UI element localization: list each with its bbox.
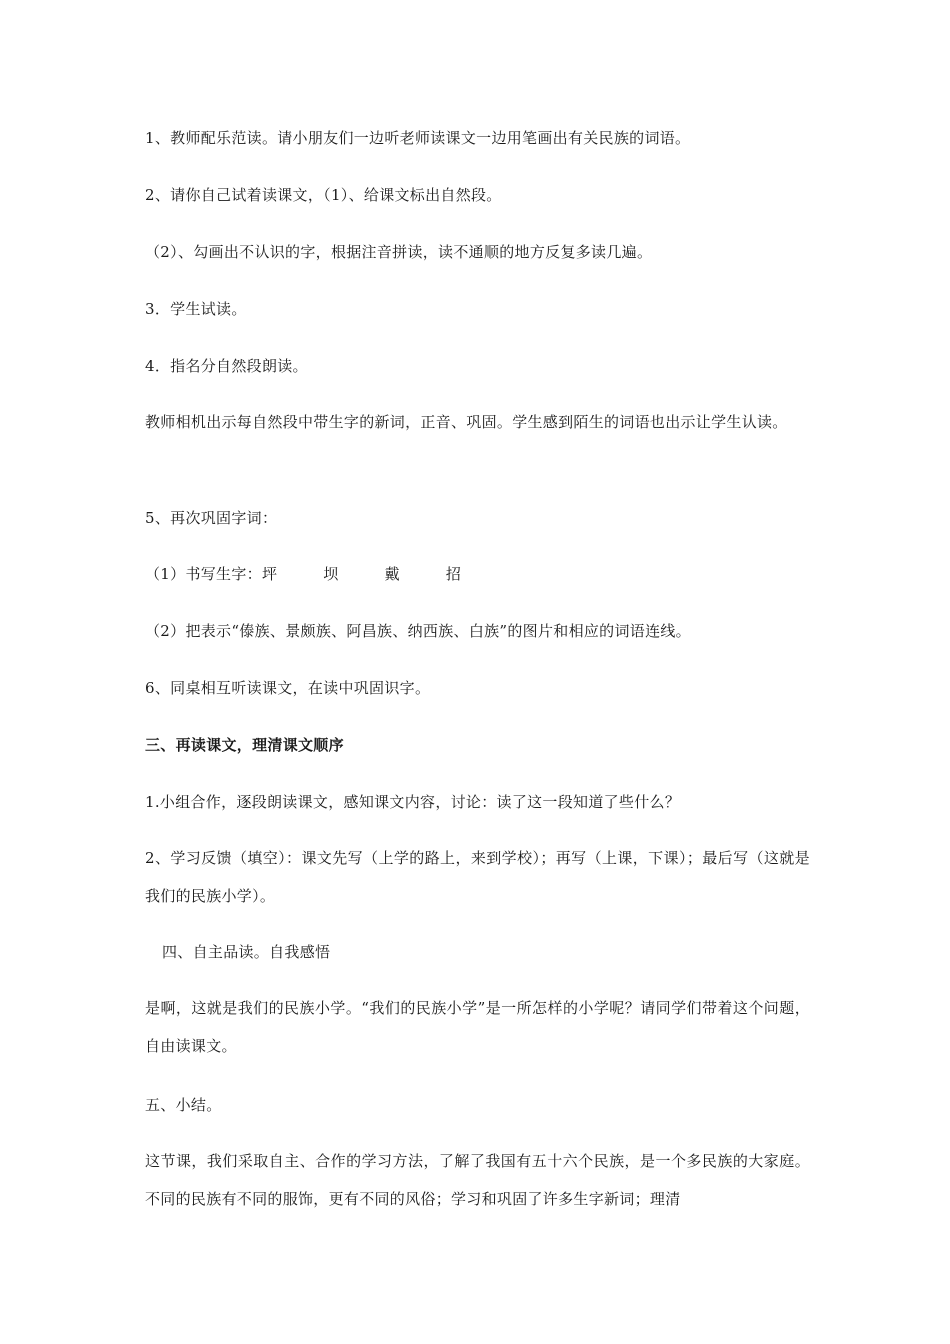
character-1: 坪: [261, 565, 278, 583]
paragraph-6: 教师相机出示每自然段中带生字的新词，正音、巩固。学生感到陌生的词语也出示让学生认读。: [145, 413, 788, 431]
section-heading-5: 五、小结。: [145, 1096, 222, 1114]
paragraph-8: [145, 564, 461, 584]
character-4: 招: [445, 565, 462, 583]
character-3: 戴: [384, 565, 400, 583]
paragraph-10: 6、同桌相互听读课文，在读中巩固识字。: [145, 679, 431, 697]
paragraph-12: 2、学习反馈（填空）：课文先写（上学的路上，来到学校）；再写（上课，下课）；最后写（这就是我们的民族小学）。: [145, 849, 810, 905]
paragraph-9: （2）把表示“傣族、景颇族、阿昌族、纳西族、白族”的图片和相应的词语连线。: [145, 622, 691, 640]
paragraph-7: 5、再次巩固字词：: [145, 509, 278, 527]
paragraph-3: （2）、勾画出不认识的字，根据注音拼读，读不通顺的地方反复多读几遍。: [145, 243, 653, 261]
writing-label: （1）书写生字：: [145, 565, 262, 583]
character-2: 坝: [323, 565, 339, 583]
paragraph-5: 4．指名分自然段朗读。: [145, 357, 308, 375]
paragraph-14: 这节课，我们采取自主、合作的学习方法，了解了我国有五十六个民族，是一个多民族的大家庭。不同的民族有不同的服饰，更有不同的风俗；学习和巩固了许多生字新词；理清: [145, 1152, 810, 1208]
paragraph-1: 1、教师配乐范读。请小朋友们一边听老师读课文一边用笔画出有关民族的词语。: [145, 129, 691, 147]
section-heading-3: 三、再读课文，理清课文顺序: [145, 736, 344, 754]
paragraph-11: 1.小组合作，逐段朗读课文，感知课文内容，讨论：读了这一段知道了些什么？: [145, 793, 681, 811]
paragraph-4: 3．学生试读。: [145, 300, 247, 318]
paragraph-2: 2、请你自己试着读课文，（1）、给课文标出自然段。: [145, 186, 502, 204]
section-heading-4: 四、自主品读。自我感悟: [162, 943, 331, 961]
paragraph-13: 是啊，这就是我们的民族小学。“我们的民族小学”是一所怎样的小学呢？请同学们带着这个问题，自由读课文。: [145, 999, 810, 1055]
